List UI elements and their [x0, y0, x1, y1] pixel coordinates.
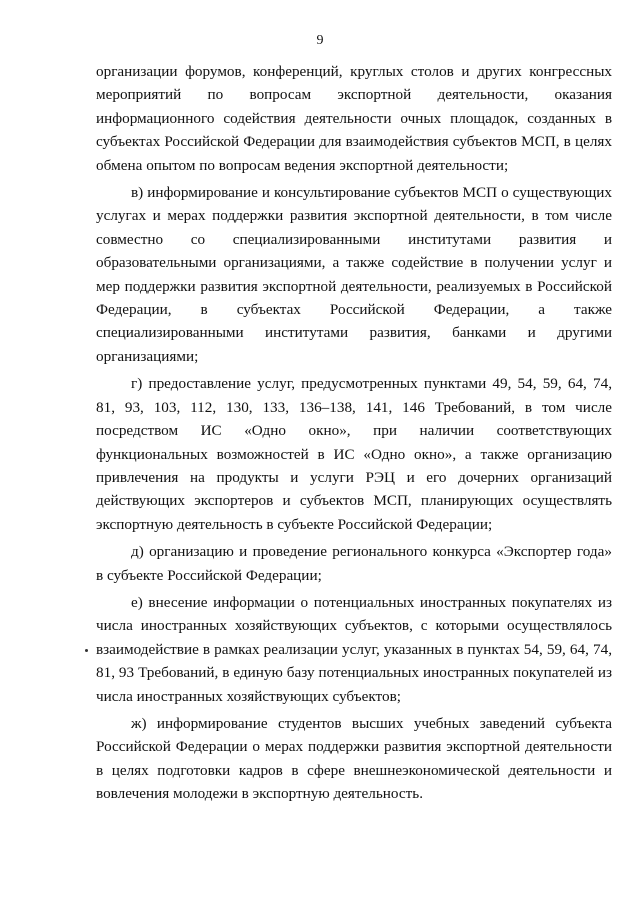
paragraph-item-e: е) внесение информации о потенциальных иностранных покупателях из числа иностранных хозяйствующих субъектов, с которыми осуществлялось взаимодействие в рамках реализации услуг, указанных в пунктах 54, 59, 64, 74, 81, 93 Требований, в единую базу потенциальных иностранных покупателей из числа иностранных хозяйствующих субъектов; [96, 593, 612, 705]
paragraph-continuation: организации форумов, конференций, круглых столов и других конгрессных мероприятий по вопросам экспортной деятельности, оказания информационного содействия деятельности очных площадок, созданных в субъектах Российской Федерации для взаимодействия субъектов МСП, в целях обмена опытом по вопросам ведения экспортной деятельности; [96, 63, 612, 174]
paragraph-item-v: в) информирование и консультирование субъектов МСП о существующих услугах и мерах поддержки развития экспортной деятельности, в том числе совместно со специализированными институтами развития и образовательными организациями, а также содействие в получении услуг и мер поддержки развития экспортной деятельности, реализуемых в Российской Федерации, в субъектах Российской Федерации, а также специализированными институтами развития, банками и другими организациями; [96, 184, 612, 365]
scan-speck [85, 649, 88, 652]
paragraph-item-g: г) предоставление услуг, предусмотренных пунктами 49, 54, 59, 64, 74, 81, 93, 103, 112, 130, 133, 136–138, 141, 146 Требований, в том числе посредством ИС «Одно окно», при наличии соответствующих функциональных возможностей в ИС «Одно окно», а также организацию привлечения на продукты и услуги РЭЦ и его дочерних организаций действующих экспортеров и субъектов МСП, планирующих осуществлять экспортную деятельность в субъекте Российской Федерации; [96, 375, 612, 533]
paragraph-item-d: д) организацию и проведение регионального конкурса «Экспортер года» в субъекте Российской Федерации; [96, 543, 612, 584]
document-body [96, 60, 612, 806]
paragraph-item-zh: ж) информирование студентов высших учебных заведений субъекта Российской Федерации о мерах поддержки развития экспортной деятельности в целях подготовки кадров в сфере внешнеэкономической деятельности и вовлечения молодежи в экспортную деятельность. [96, 714, 612, 803]
page-number: 9 [316, 33, 324, 48]
